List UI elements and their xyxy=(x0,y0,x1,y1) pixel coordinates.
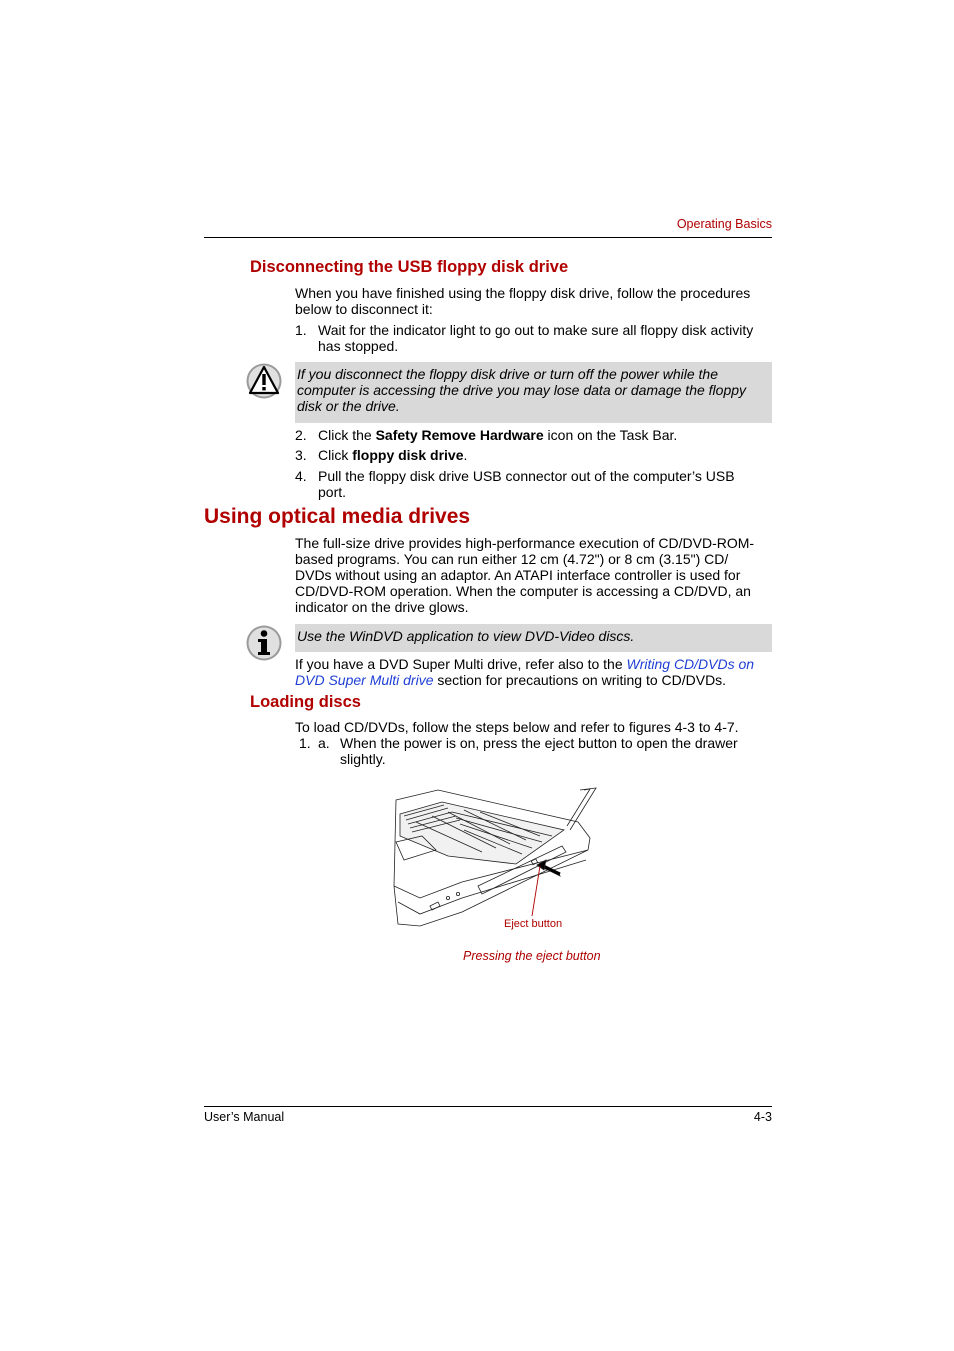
text-line: based programs. You can run either 12 cm (4.72") or 8 cm (3.15") CD/ xyxy=(295,551,729,567)
info-note: Use the WinDVD application to view DVD-Video discs. xyxy=(295,624,772,652)
laptop-eject-figure xyxy=(392,786,602,932)
text-line: port. xyxy=(318,484,347,500)
step-number: 4. xyxy=(295,468,307,484)
info-icon xyxy=(245,624,283,662)
text-run: icon on the Task Bar. xyxy=(543,427,678,443)
section-heading-optical: Using optical media drives xyxy=(204,505,471,528)
text-line: CD/DVD-ROM operation. When the computer is accessing a CD/DVD, an xyxy=(295,583,751,599)
ui-term: Safety Remove Hardware xyxy=(375,427,544,443)
step-number: 2. xyxy=(295,427,307,443)
text-line: When the power is on, press the eject button to open the drawer xyxy=(340,735,738,751)
text-line xyxy=(295,656,772,672)
step-4 xyxy=(318,468,772,500)
running-header: Operating Basics xyxy=(676,217,772,231)
text-line: has stopped. xyxy=(318,338,399,354)
text-line: computer is accessing the drive you may lose data or damage the floppy xyxy=(297,382,747,398)
text-run: Click the xyxy=(318,427,376,443)
figure-caption: Pressing the eject button xyxy=(463,949,601,963)
cross-reference-link[interactable]: Writing CD/DVDs on xyxy=(626,656,755,672)
figure-label: Eject button xyxy=(504,918,563,930)
step-1 xyxy=(318,322,772,354)
text-line: slightly. xyxy=(340,751,386,767)
text-line: Wait for the indicator light to go out to make sure all floppy disk activity xyxy=(318,322,754,338)
text-line: When you have finished using the floppy disk drive, follow the procedures xyxy=(295,285,751,301)
text-line: Pull the floppy disk drive USB connector out of the computer’s USB xyxy=(318,468,735,484)
step-2 xyxy=(318,427,772,443)
step-number: 1. xyxy=(295,322,307,338)
text-run: . xyxy=(463,447,468,463)
section-heading-loading: Loading discs xyxy=(250,693,361,711)
ui-term: floppy disk drive xyxy=(352,447,464,463)
step-3 xyxy=(318,447,772,463)
text-run: section for precautions on writing to CD/DVDs. xyxy=(433,672,727,688)
text-line: below to disconnect it: xyxy=(295,301,433,317)
loading-intro: To load CD/DVDs, follow the steps below and refer to figures 4-3 to 4-7. xyxy=(295,719,739,735)
warning-triangle-icon xyxy=(245,362,283,400)
text-line: disk or the drive. xyxy=(297,398,400,414)
text-line: The full-size drive provides high-performance execution of CD/DVD-ROM- xyxy=(295,535,755,551)
text-run: If you have a DVD Super Multi drive, refer also to the xyxy=(295,656,627,672)
header-rule xyxy=(204,237,772,238)
optical-intro xyxy=(295,535,772,615)
text-line xyxy=(295,672,772,688)
text-line: DVDs without using an adaptor. An ATAPI interface controller is used for xyxy=(295,567,741,583)
optical-reference xyxy=(295,656,772,688)
disconnect-intro xyxy=(295,285,772,317)
caution-note xyxy=(295,362,772,423)
text-line: indicator on the drive glows. xyxy=(295,599,469,615)
text-line: If you disconnect the floppy disk drive or turn off the power while the xyxy=(297,366,719,382)
loading-step-1a xyxy=(340,735,772,767)
page-number: 4-3 xyxy=(753,1110,772,1124)
text-run: Click xyxy=(318,447,353,463)
footer-manual: User’s Manual xyxy=(204,1110,285,1124)
footer-rule xyxy=(204,1106,772,1107)
step-sub-letter: a. xyxy=(318,735,330,751)
cross-reference-link[interactable]: DVD Super Multi drive xyxy=(295,672,434,688)
step-number: 3. xyxy=(295,447,307,463)
step-number: 1. xyxy=(299,735,311,751)
section-heading-disconnect: Disconnecting the USB floppy disk drive xyxy=(250,258,569,276)
